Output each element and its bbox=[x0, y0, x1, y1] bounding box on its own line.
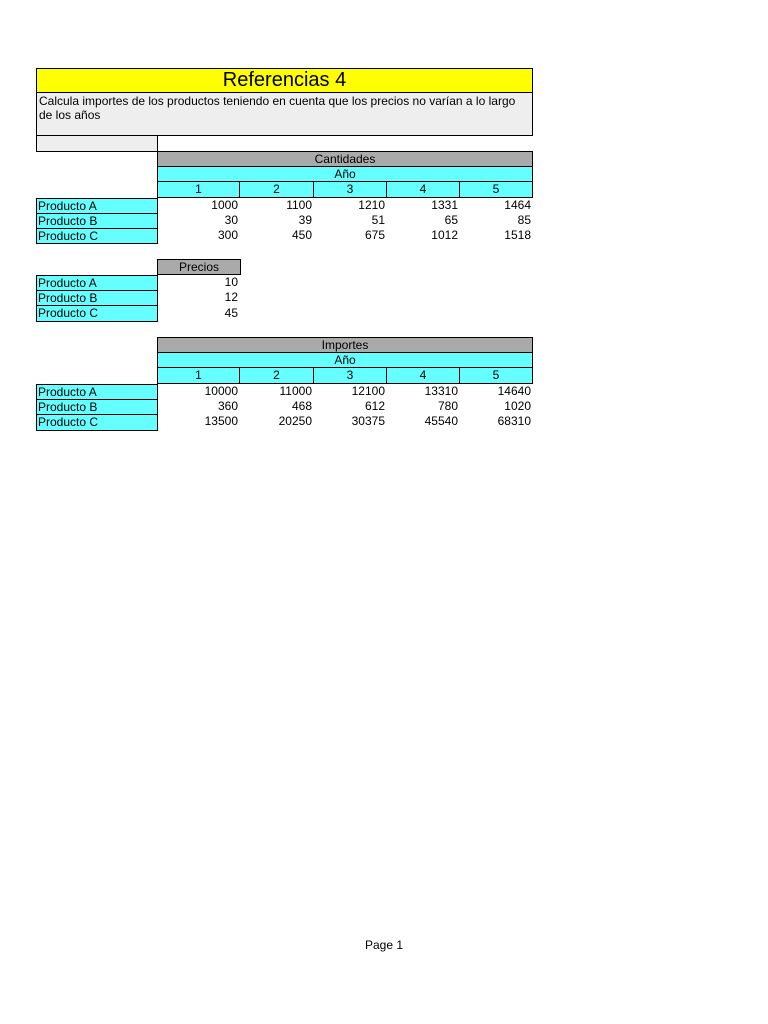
cantidades-cell: 85 bbox=[517, 213, 531, 227]
precios-cell: 45 bbox=[224, 306, 238, 320]
importes-cell: 30375 bbox=[351, 414, 385, 428]
importes-cell: 468 bbox=[291, 399, 312, 413]
importes-cell: 68310 bbox=[497, 414, 531, 428]
cantidades-row-label: Producto A bbox=[36, 198, 158, 214]
precios-row-label: Producto B bbox=[36, 290, 158, 306]
importes-row-label: Producto B bbox=[36, 399, 158, 415]
cantidades-year-5: 5 bbox=[459, 181, 533, 198]
precios-row-label: Producto C bbox=[36, 305, 158, 322]
importes-cell: 11000 bbox=[279, 384, 312, 398]
sheet-description: Calcula importes de los productos teniendo en cuenta que los precios no varían a lo largo de los años bbox=[36, 92, 533, 136]
importes-header: Importes bbox=[157, 337, 533, 353]
cantidades-cell: 1518 bbox=[504, 228, 531, 242]
importes-year-5: 5 bbox=[459, 367, 533, 384]
importes-cell: 12100 bbox=[351, 384, 385, 398]
importes-year-2: 2 bbox=[239, 367, 314, 384]
cantidades-cell: 1464 bbox=[504, 198, 531, 212]
cantidades-cell: 30 bbox=[224, 213, 238, 227]
cantidades-row-label: Producto C bbox=[36, 228, 158, 244]
importes-year-1: 1 bbox=[157, 367, 240, 384]
importes-cell: 780 bbox=[437, 399, 458, 413]
cantidades-cell: 300 bbox=[217, 228, 238, 242]
importes-year-4: 4 bbox=[386, 367, 460, 384]
importes-cell: 360 bbox=[217, 399, 238, 413]
page-number: Page 1 bbox=[364, 938, 404, 952]
importes-cell: 13310 bbox=[424, 384, 458, 398]
precios-cell: 10 bbox=[224, 275, 238, 289]
importes-cell: 20250 bbox=[278, 414, 312, 428]
precios-row-label: Producto A bbox=[36, 275, 158, 291]
cantidades-year-header: Año bbox=[157, 166, 533, 182]
importes-cell: 13500 bbox=[204, 414, 238, 428]
cantidades-year-1: 1 bbox=[157, 181, 240, 198]
cantidades-row-label: Producto B bbox=[36, 213, 158, 229]
importes-cell: 14640 bbox=[497, 384, 531, 398]
cantidades-cell: 1331 bbox=[431, 198, 458, 212]
precios-cell: 12 bbox=[224, 290, 238, 304]
importes-cell: 1020 bbox=[504, 399, 531, 413]
importes-cell: 10000 bbox=[204, 384, 238, 398]
importes-year-header: Año bbox=[157, 352, 533, 368]
cantidades-cell: 1000 bbox=[211, 198, 238, 212]
cantidades-cell: 1012 bbox=[431, 228, 458, 242]
importes-row-label: Producto C bbox=[36, 414, 158, 431]
cantidades-cell: 450 bbox=[291, 228, 312, 242]
importes-cell: 612 bbox=[364, 399, 385, 413]
importes-cell: 45540 bbox=[424, 414, 458, 428]
precios-header: Precios bbox=[157, 259, 241, 275]
cantidades-header: Cantidades bbox=[157, 151, 533, 167]
cantidades-year-2: 2 bbox=[239, 181, 314, 198]
cantidades-cell: 65 bbox=[444, 213, 458, 227]
blank-cell bbox=[36, 135, 158, 152]
sheet-title: Referencias 4 bbox=[36, 68, 533, 93]
cantidades-cell: 51 bbox=[371, 213, 385, 227]
importes-year-3: 3 bbox=[313, 367, 387, 384]
cantidades-cell: 1100 bbox=[286, 198, 312, 212]
cantidades-year-3: 3 bbox=[313, 181, 387, 198]
cantidades-cell: 675 bbox=[364, 228, 385, 242]
cantidades-cell: 1210 bbox=[358, 198, 385, 212]
cantidades-cell: 39 bbox=[298, 213, 312, 227]
cantidades-year-4: 4 bbox=[386, 181, 460, 198]
importes-row-label: Producto A bbox=[36, 384, 158, 400]
